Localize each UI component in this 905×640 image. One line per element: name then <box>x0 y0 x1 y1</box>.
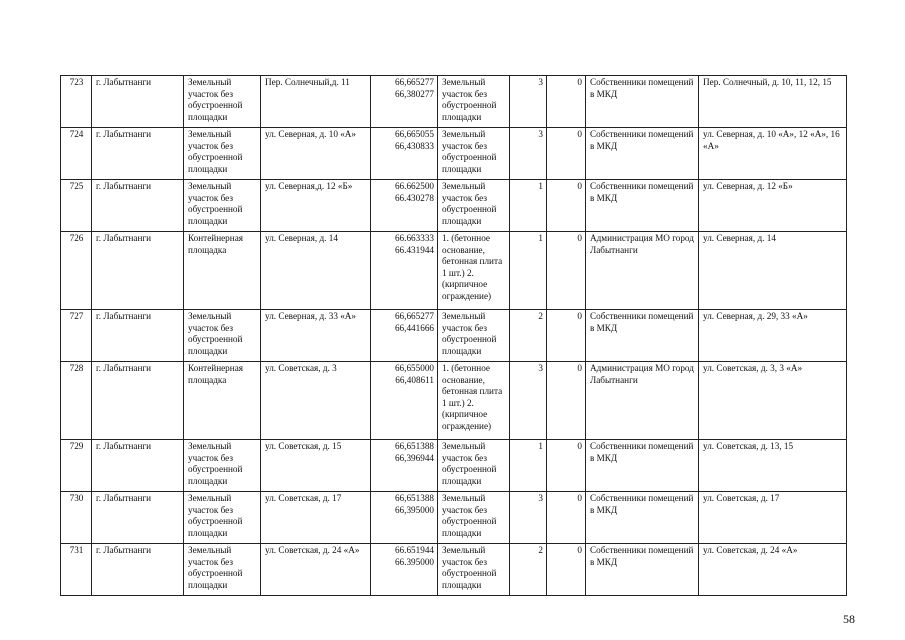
coordinate-value: 66,665055 <box>394 129 434 139</box>
cell-volume: 0 <box>547 232 586 310</box>
cell-coordinates <box>371 492 438 544</box>
coordinate-value: 66,665277 <box>394 77 434 87</box>
cell-site-type: Контейнерная площадка <box>184 232 261 310</box>
cell-surface: 1. (бетонное основание, бетонная плита 1 шт.) 2. (кирпичное ограждение) <box>438 232 510 310</box>
cell-surface: Земельный участок без обустроенной площадки <box>438 128 510 180</box>
cell-number: 731 <box>61 544 92 596</box>
cell-volume: 0 <box>547 440 586 492</box>
cell-number: 729 <box>61 440 92 492</box>
cell-container-count: 1 <box>510 440 547 492</box>
cell-sources: ул. Советская, д. 13, 15 <box>699 440 847 492</box>
cell-address: Пер. Солнечный,д. 11 <box>261 76 371 128</box>
table-row <box>61 492 847 544</box>
cell-coordinates <box>371 232 438 310</box>
cell-sources: ул. Советская, д. 24 «А» <box>699 544 847 596</box>
table-body <box>61 76 847 596</box>
cell-container-count: 1 <box>510 232 547 310</box>
cell-owner: Собственники помещений в МКД <box>586 440 699 492</box>
cell-container-count: 3 <box>510 362 547 440</box>
cell-city: г. Лабытнанги <box>92 310 184 362</box>
cell-container-count: 2 <box>510 310 547 362</box>
coordinate-value: 66.430278 <box>394 192 434 203</box>
cell-number: 730 <box>61 492 92 544</box>
cell-address: ул. Северная, д. 10 «А» <box>261 128 371 180</box>
cell-owner: Собственники помещений в МКД <box>586 76 699 128</box>
cell-coordinates <box>371 76 438 128</box>
table-row <box>61 76 847 128</box>
cell-city: г. Лабытнанги <box>92 180 184 232</box>
cell-coordinates <box>371 440 438 492</box>
cell-container-count: 3 <box>510 128 547 180</box>
cell-site-type: Земельный участок без обустроенной площадки <box>184 180 261 232</box>
cell-container-count: 1 <box>510 180 547 232</box>
table-row <box>61 232 847 310</box>
coordinate-value: 66,396944 <box>394 452 434 463</box>
cell-address: ул. Северная,д. 12 «Б» <box>261 180 371 232</box>
cell-surface: Земельный участок без обустроенной площадки <box>438 310 510 362</box>
cell-sources: ул. Советская, д. 17 <box>699 492 847 544</box>
cell-site-type: Земельный участок без обустроенной площадки <box>184 440 261 492</box>
cell-city: г. Лабытнанги <box>92 492 184 544</box>
cell-sources: ул. Северная, д. 10 «А», 12 «А», 16 «А» <box>699 128 847 180</box>
cell-volume: 0 <box>547 492 586 544</box>
cell-container-count: 2 <box>510 544 547 596</box>
cell-city: г. Лабытнанги <box>92 76 184 128</box>
cell-owner: Администрация МО город Лабытнанги <box>586 362 699 440</box>
cell-sources: ул. Советская, д. 3, 3 «А» <box>699 362 847 440</box>
cell-coordinates <box>371 310 438 362</box>
cell-city: г. Лабытнанги <box>92 232 184 310</box>
cell-owner: Собственники помещений в МКД <box>586 310 699 362</box>
cell-city: г. Лабытнанги <box>92 128 184 180</box>
cell-site-type: Земельный участок без обустроенной площадки <box>184 492 261 544</box>
cell-number: 728 <box>61 362 92 440</box>
cell-city: г. Лабытнанги <box>92 440 184 492</box>
coordinate-value: 66,430833 <box>394 140 434 151</box>
cell-surface: Земельный участок без обустроенной площадки <box>438 440 510 492</box>
cell-owner: Собственники помещений в МКД <box>586 544 699 596</box>
cell-address: ул. Советская, д. 24 «А» <box>261 544 371 596</box>
coordinate-value: 66,651388 <box>394 441 434 451</box>
cell-volume: 0 <box>547 310 586 362</box>
cell-owner: Собственники помещений в МКД <box>586 128 699 180</box>
cell-coordinates <box>371 544 438 596</box>
cell-city: г. Лабытнанги <box>92 544 184 596</box>
cell-sources: ул. Северная, д. 12 «Б» <box>699 180 847 232</box>
cell-volume: 0 <box>547 362 586 440</box>
page-number: 58 <box>843 612 855 626</box>
cell-number: 726 <box>61 232 92 310</box>
cell-owner: Собственники помещений в МКД <box>586 180 699 232</box>
cell-site-type: Контейнерная площадка <box>184 362 261 440</box>
coordinate-value: 66,441666 <box>394 322 434 333</box>
coordinate-value: 66,380277 <box>394 88 434 99</box>
cell-container-count: 3 <box>510 76 547 128</box>
cell-volume: 0 <box>547 180 586 232</box>
cell-site-type: Земельный участок без обустроенной площадки <box>184 544 261 596</box>
coordinate-value: 66.431944 <box>394 244 434 255</box>
cell-site-type: Земельный участок без обустроенной площадки <box>184 310 261 362</box>
cell-sources: ул. Северная, д. 29, 33 «А» <box>699 310 847 362</box>
cell-container-count: 3 <box>510 492 547 544</box>
cell-site-type: Земельный участок без обустроенной площадки <box>184 128 261 180</box>
cell-number: 723 <box>61 76 92 128</box>
cell-address: ул. Северная, д. 33 «А» <box>261 310 371 362</box>
cell-surface: Земельный участок без обустроенной площадки <box>438 76 510 128</box>
coordinate-value: 66,395000 <box>394 504 434 515</box>
coordinate-value: 66,655000 <box>394 363 434 373</box>
cell-site-type: Земельный участок без обустроенной площадки <box>184 76 261 128</box>
cell-volume: 0 <box>547 76 586 128</box>
cell-owner: Собственники помещений в МКД <box>586 492 699 544</box>
cell-sources: ул. Северная, д. 14 <box>699 232 847 310</box>
table-row <box>61 544 847 596</box>
cell-coordinates <box>371 180 438 232</box>
cell-surface: Земельный участок без обустроенной площадки <box>438 180 510 232</box>
cell-coordinates <box>371 128 438 180</box>
cell-address: ул. Северная, д. 14 <box>261 232 371 310</box>
table-row <box>61 180 847 232</box>
cell-city: г. Лабытнанги <box>92 362 184 440</box>
cell-address: ул. Советская, д. 17 <box>261 492 371 544</box>
cell-surface: 1. (бетонное основание, бетонная плита 1 шт.) 2. (кирпичное ограждение) <box>438 362 510 440</box>
cell-address: ул. Советская, д. 15 <box>261 440 371 492</box>
cell-number: 727 <box>61 310 92 362</box>
coordinate-value: 66.395000 <box>394 556 434 567</box>
table-row <box>61 440 847 492</box>
coordinate-value: 66.651944 <box>394 545 434 555</box>
coordinate-value: 66,665277 <box>394 311 434 321</box>
cell-coordinates <box>371 362 438 440</box>
coordinate-value: 66.662500 <box>394 181 434 191</box>
coordinate-value: 66,651388 <box>394 493 434 503</box>
cell-volume: 0 <box>547 544 586 596</box>
cell-sources: Пер. Солнечный, д. 10, 11, 12, 15 <box>699 76 847 128</box>
cell-surface: Земельный участок без обустроенной площадки <box>438 544 510 596</box>
registry-table <box>60 75 847 596</box>
cell-owner: Администрация МО город Лабытнанги <box>586 232 699 310</box>
coordinate-value: 66.663333 <box>394 233 434 243</box>
table-row <box>61 362 847 440</box>
coordinate-value: 66,408611 <box>395 374 434 385</box>
cell-number: 724 <box>61 128 92 180</box>
table-row <box>61 310 847 362</box>
table-row <box>61 128 847 180</box>
cell-surface: Земельный участок без обустроенной площадки <box>438 492 510 544</box>
cell-number: 725 <box>61 180 92 232</box>
cell-address: ул. Советская, д. 3 <box>261 362 371 440</box>
cell-volume: 0 <box>547 128 586 180</box>
